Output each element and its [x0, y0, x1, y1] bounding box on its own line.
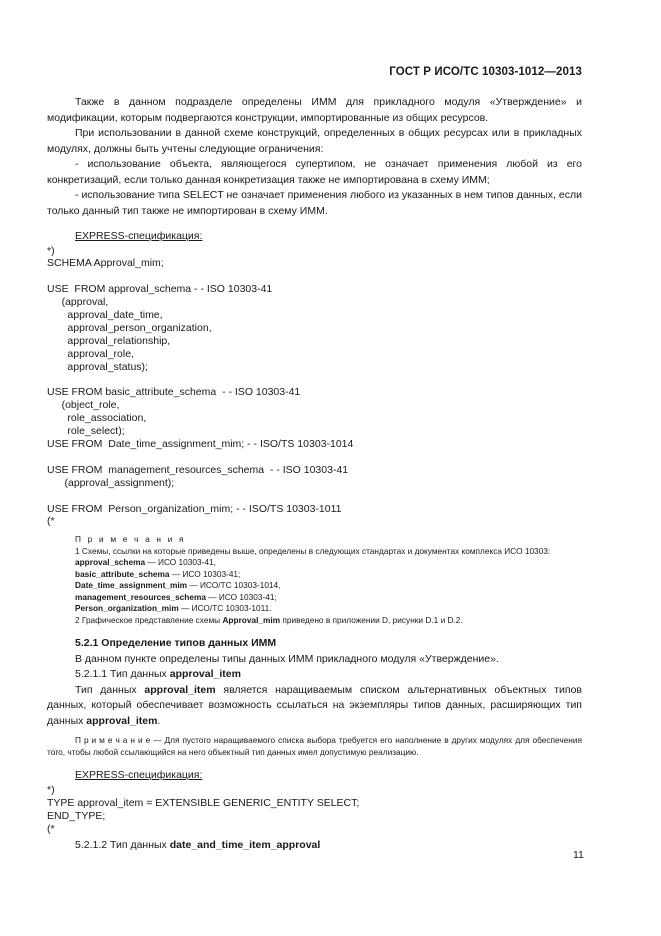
intro-paragraph: При использовании в данной схеме конструкций, определенных в общих ресурсах или в прикладных модулях, должны быть учтены следующие ограничения:	[47, 127, 582, 155]
express-spec-label: EXPRESS-спецификация:	[75, 230, 203, 242]
code-line: (approval,	[47, 296, 109, 309]
type-name: approval_item	[144, 683, 216, 696]
code-line: approval_role,	[47, 347, 134, 360]
code-line: approval_date_time,	[47, 309, 163, 322]
schema-reference	[47, 569, 582, 581]
schema-name: Date_time_assignment_mim	[75, 580, 188, 591]
express-code-block	[47, 784, 582, 836]
note-paragraph: П р и м е ч а н и е — Для пустого наращиваемого списка выбора требуется его наполнение в других модулях для обеспечения того, чтобы любой ссылающийся на него объектный тип данных имел допустимую реализацию.	[47, 735, 582, 757]
subsection-number: 5.2.1.2 Тип данных	[75, 838, 170, 851]
notes-block	[47, 534, 582, 626]
code-line: (object_role,	[47, 399, 120, 412]
code-line: approval_status);	[47, 360, 148, 373]
code-line: USE FROM management_resources_schema - - ISO 10303-41	[47, 463, 349, 476]
schema-standard: — ИСО/ТС 10303-1011.	[178, 603, 272, 614]
express-label-wrap	[47, 229, 582, 245]
schema-reference	[47, 557, 582, 569]
schema-standard: — ИСО/ТС 10303-1014,	[187, 580, 281, 591]
schema-name: basic_attribute_schema	[75, 568, 170, 579]
type-name: date_and_time_item_approval	[169, 838, 321, 851]
schema-reference	[47, 603, 582, 615]
document-header: ГОСТ Р ИСО/ТС 10303-1012—2013	[389, 66, 582, 78]
express-label-wrap	[47, 768, 582, 784]
code-line	[47, 490, 582, 503]
section-paragraph	[47, 683, 582, 730]
code-line: TYPE approval_item = EXTENSIBLE GENERIC_ENTITY SELECT;	[47, 796, 360, 809]
document-body	[47, 95, 582, 853]
schema-reference	[47, 580, 582, 592]
code-line: (*	[47, 515, 55, 528]
section-heading: 5.2.1 Определение типов данных ИММ	[75, 637, 277, 650]
schema-standard: — ИСО 10303-41,	[145, 557, 216, 568]
schema-name: Person_organization_mim	[75, 603, 179, 614]
schema-name: Approval_mim	[222, 614, 281, 625]
code-line: role_association,	[47, 412, 147, 425]
intro-paragraph: Также в данном подразделе определены ИММ для прикладного модуля «Утверждение» и модификации, которым подвергаются конструкции, импортированные из общих ресурсов.	[47, 96, 582, 124]
code-line: USE FROM approval_schema - - ISO 10303-41	[47, 283, 273, 296]
express-spec-label: EXPRESS-спецификация:	[75, 769, 203, 782]
code-line: USE FROM Date_time_assignment_mim; - - ISO/TS 10303-1014	[47, 438, 354, 451]
note-text: приведено в приложении D, рисунки D.1 и D.2.	[280, 614, 463, 625]
code-line: USE FROM basic_attribute_schema - - ISO 10303-41	[47, 386, 301, 399]
paragraph-text: Тип данных	[75, 683, 145, 696]
code-line: role_select);	[47, 425, 125, 438]
code-line	[47, 451, 582, 464]
code-line: *)	[47, 244, 55, 257]
subsection-heading	[47, 667, 582, 683]
code-line: USE FROM Person_organization_mim; - - ISO/TS 10303-1011	[47, 502, 342, 515]
code-line: (approval_assignment);	[47, 476, 175, 489]
code-line: approval_person_organization,	[47, 321, 212, 334]
schema-name: approval_schema	[75, 557, 146, 568]
schema-standard: — ИСО 10303-41;	[169, 568, 241, 579]
restriction-item: - использование типа SELECT не означает применения любого из указанных в нем типов данных, если только данный тип также не импортирован в схему ИММ.	[47, 189, 582, 217]
note-item: 1 Схемы, ссылки на которые приведены выше, определены в следующих стандартах и документах комплекса ИСО 10303:	[75, 545, 551, 556]
schema-reference	[47, 592, 582, 604]
subsection-heading	[47, 838, 582, 854]
note-label: П р и м е ч а н и я	[75, 534, 186, 545]
subsection-number: 5.2.1.1 Тип данных	[75, 668, 170, 681]
paragraph-text: является наращиваемым списком альтернативных объектных типов данных, который обеспечивает возможность ссылаться на экземпляры типов данных, расширяющих тип данных	[47, 683, 582, 727]
section-paragraph: В данном пункте определены типы данных ИММ прикладного модуля «Утверждение».	[75, 652, 499, 665]
code-line	[47, 374, 582, 387]
note-item	[47, 615, 582, 627]
note-text: 2 Графическое представление схемы	[75, 614, 223, 625]
paragraph-text: .	[157, 714, 161, 727]
code-line: approval_relationship,	[47, 334, 171, 347]
schema-standard: — ИСО 10303-41;	[205, 591, 277, 602]
code-line: *)	[47, 783, 55, 796]
schema-name: management_resources_schema	[75, 591, 206, 602]
type-name: approval_item	[86, 714, 158, 727]
code-line	[47, 270, 582, 283]
page-number: 11	[573, 849, 584, 861]
code-line: SCHEMA Approval_mim;	[47, 257, 164, 270]
code-line: END_TYPE;	[47, 809, 106, 822]
express-code-block	[47, 245, 582, 529]
restriction-item: - использование объекта, являющегося супертипом, не означает применения любой из его конкретизаций, если только данная конкретизация также не импортирована в схему ИММ;	[47, 158, 582, 186]
type-name: approval_item	[169, 668, 241, 681]
code-line: (*	[47, 822, 55, 835]
